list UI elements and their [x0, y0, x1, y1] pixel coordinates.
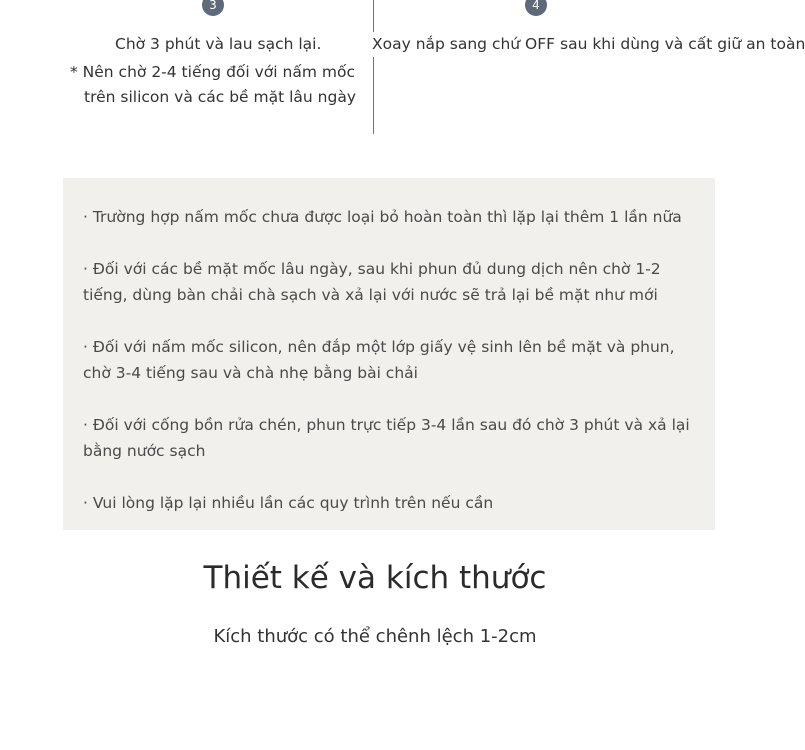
- step-3-text: Chờ 3 phút và lau sạch lại.: [115, 35, 322, 53]
- step-4-text: Xoay nắp sang chứ OFF sau khi dùng và cất giữ an toàn: [368, 32, 805, 57]
- step-3-note-line-2: trên silicon và các bề mặt lâu ngày: [84, 87, 357, 106]
- section-subtitle: Kích thước có thể chênh lệch 1-2cm: [213, 626, 537, 647]
- tip-item: · Đối với các bề mặt mốc lâu ngày, sau khi phun đủ dung dịch nên chờ 1-2 tiếng, dùng bàn chải chà sạch và xả lại với nước sẽ trả lại bề mặt như mới: [83, 260, 661, 304]
- tip-item: · Đối với cống bồn rửa chén, phun trực tiếp 3-4 lần sau đó chờ 3 phút và xả lại bằng nước sạch: [83, 416, 690, 460]
- tips-box: [63, 178, 715, 530]
- tip-item: · Trường hợp nấm mốc chưa được loại bỏ hoàn toàn thì lặp lại thêm 1 lần nữa: [83, 208, 682, 226]
- step-3-note-line-1: * Nên chờ 2-4 tiếng đối với nấm mốc: [70, 63, 355, 81]
- tip-item: · Vui lòng lặp lại nhiều lần các quy trình trên nếu cần: [83, 494, 494, 512]
- tip-item: · Đối với nấm mốc silicon, nên đắp một lớp giấy vệ sinh lên bề mặt và phun, chờ 3-4 tiếng sau và chà nhẹ bằng bài chải: [83, 338, 675, 382]
- step-4-number-badge: 4: [525, 0, 547, 16]
- step-3-number-badge: 3: [202, 0, 224, 16]
- section-title: Thiết kế và kích thước: [203, 560, 547, 596]
- step-3-note: [70, 60, 356, 110]
- step-divider: [373, 0, 374, 134]
